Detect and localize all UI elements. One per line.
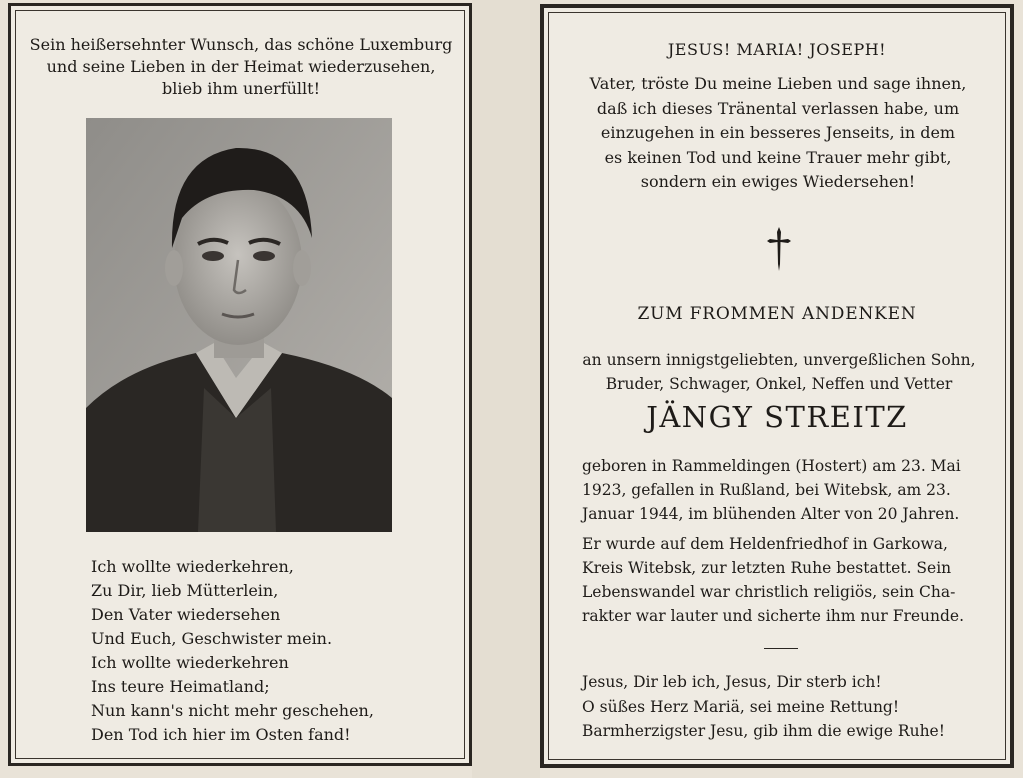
left-panel (8, 3, 472, 766)
prayer-line: Vater, tröste Du meine Lieben und sage ihnen, (589, 74, 967, 93)
intro-line: blieb ihm unerfüllt! (162, 79, 320, 98)
intro-text (26, 34, 456, 100)
deceased-name: JÄNGY STREITZ (646, 400, 908, 434)
poem-line: Den Vater wiedersehen (91, 605, 281, 624)
ornate-cross-icon (766, 226, 792, 272)
poem-line: Ins teure Heimatland; (91, 677, 270, 696)
poem-line: Nun kann's nicht mehr geschehen, (91, 701, 374, 720)
intro-line: und seine Lieben in der Heimat wiederzusehen, (46, 57, 436, 76)
closing-line: Barmherzigster Jesu, gib ihm die ewige Ruhe! (582, 722, 945, 740)
dedication-line: an unsern innigstgeliebten, unvergeßlichen Sohn, (582, 351, 976, 369)
divider (764, 648, 798, 649)
burial-line: rakter war lauter und sicherte ihm nur Freunde. (582, 607, 965, 625)
right-panel (540, 4, 1014, 768)
burial-text (582, 532, 978, 628)
intro-line: Sein heißersehnter Wunsch, das schöne Luxemburg (29, 35, 453, 54)
motto: JESUS! MARIA! JOSEPH! (667, 40, 887, 59)
poem-line: Den Tod ich hier im Osten fand! (91, 725, 351, 744)
burial-line: Lebenswandel war christlich religiös, sein Cha- (582, 583, 956, 601)
bio-line: Januar 1944, im blühenden Alter von 20 Jahren. (582, 505, 960, 523)
closing-line: O süßes Herz Mariä, sei meine Rettung! (582, 697, 900, 716)
poem (91, 555, 374, 747)
portrait-photo (86, 118, 392, 532)
closing-line: Jesus, Dir leb ich, Jesus, Dir sterb ich! (582, 673, 882, 691)
closing-prayer (582, 670, 945, 744)
burial-line: Kreis Witebsk, zur letzten Ruhe bestattet. Sein (582, 559, 952, 577)
biography (582, 454, 978, 526)
poem-line: Zu Dir, lieb Mütterlein, (91, 581, 279, 600)
prayer-line: sondern ein ewiges Wiedersehen! (640, 172, 916, 191)
bio-line: 1923, gefallen in Rußland, bei Witebsk, am 23. (582, 481, 951, 499)
dedication-line: Bruder, Schwager, Onkel, Neffen und Vetter (605, 375, 953, 393)
dedication (569, 348, 989, 396)
prayer (574, 72, 982, 195)
poem-line: Ich wollte wiederkehren, (91, 557, 294, 576)
portrait-image (86, 118, 392, 532)
prayer-line: es keinen Tod und keine Trauer mehr gibt, (604, 147, 952, 167)
card-fold (472, 0, 540, 778)
prayer-line: daß ich dieses Tränental verlassen habe, um (596, 98, 960, 118)
prayer-line: einzugehen in ein besseres Jenseits, in dem (600, 123, 956, 142)
bio-line: geboren in Rammeldingen (Hostert) am 23. Mai (582, 457, 961, 475)
poem-line: Ich wollte wiederkehren (91, 653, 289, 672)
poem-line: Und Euch, Geschwister mein. (91, 629, 333, 648)
burial-line: Er wurde auf dem Heldenfriedhof in Garkowa, (582, 535, 948, 553)
heading: ZUM FROMMEN ANDENKEN (637, 304, 917, 324)
